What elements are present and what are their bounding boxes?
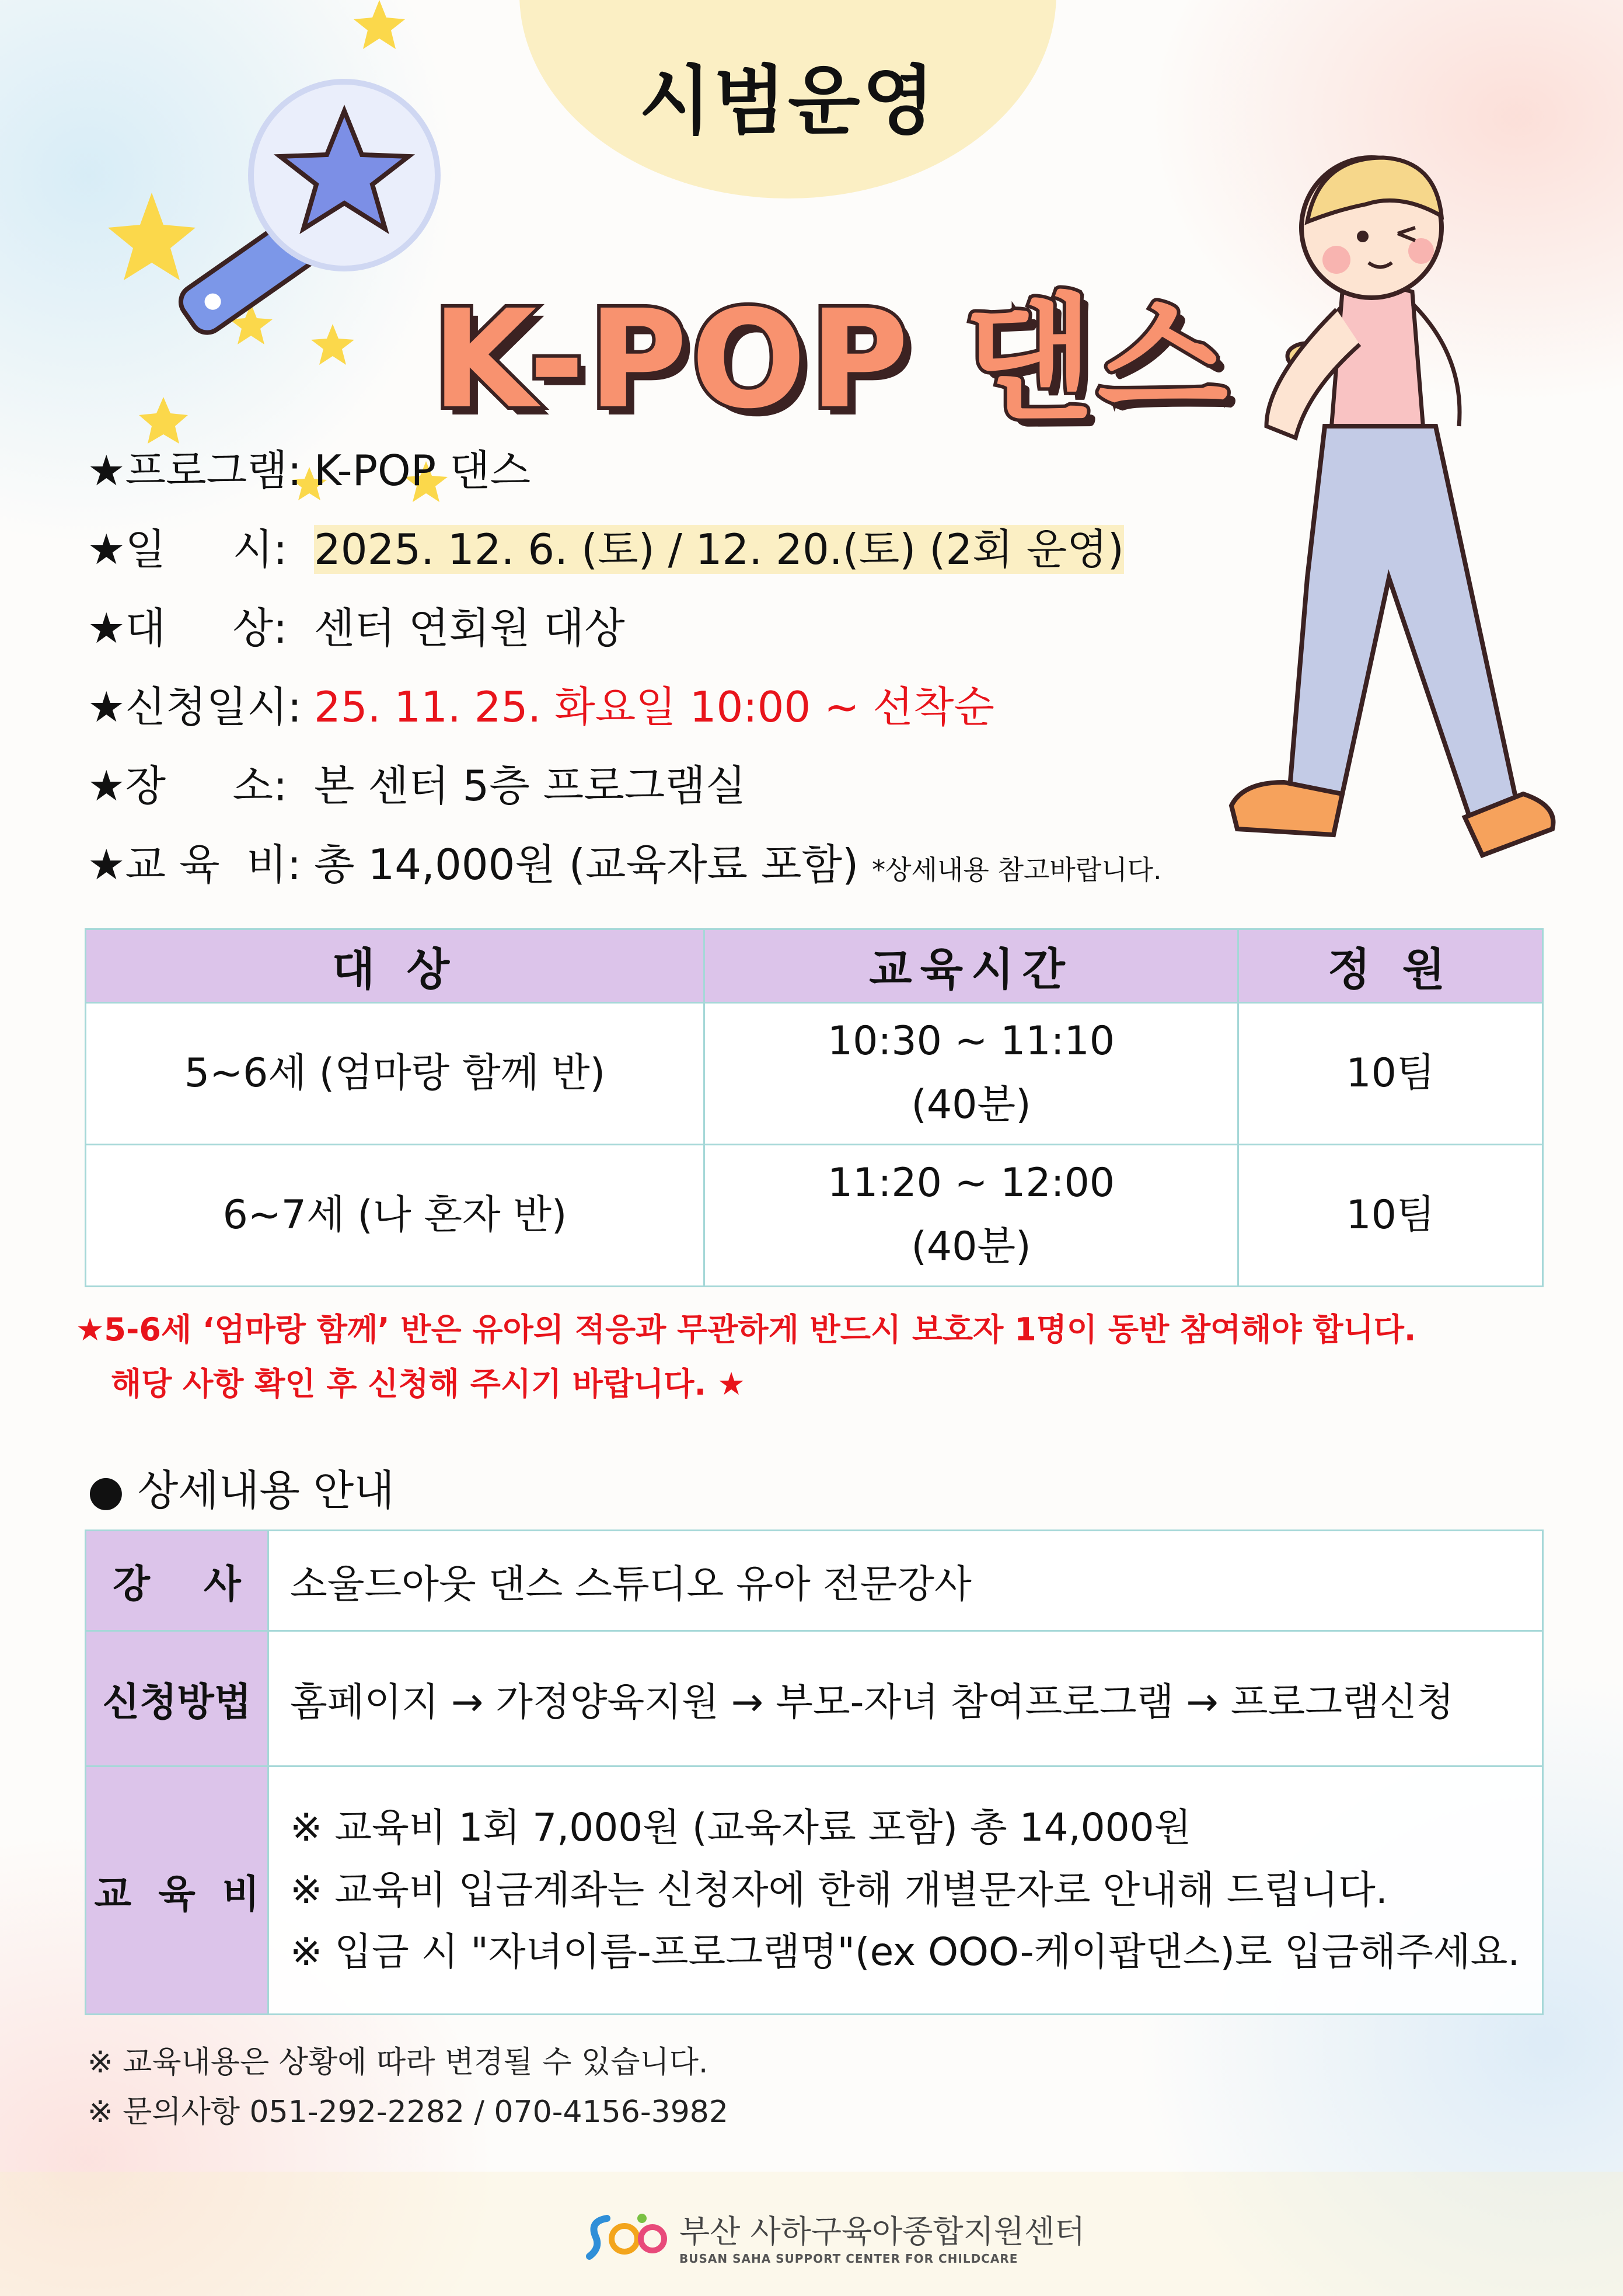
dancing-girl-illustration	[1191, 134, 1570, 917]
fee-line: ※ 교육비 입금계좌는 신청자에 한해 개별문자로 안내해 드립니다.	[290, 1867, 1388, 1912]
table-row	[86, 1003, 1543, 1145]
info-label: ★신청일시:	[88, 682, 302, 731]
info-label: ★프로그램:	[88, 446, 302, 495]
column-header: 교육시간	[704, 929, 1238, 1003]
row-value: 홈페이지 → 가정양육지원 → 부모-자녀 참여프로그램 → 프로그램신청	[268, 1631, 1543, 1767]
info-value: 2025. 12. 6. (토) / 12. 20.(토) (2회 운영)	[314, 525, 1124, 574]
header-badge-text: 시범운영	[638, 58, 937, 145]
info-label: ★장 소:	[88, 761, 288, 810]
table-row	[86, 1145, 1543, 1287]
info-application	[88, 682, 994, 731]
row-label: 강 사	[86, 1531, 268, 1631]
row-label: 교 육 비	[86, 1767, 268, 2015]
details-section-title: ● 상세내용 안내	[88, 1466, 395, 1515]
time-cell	[704, 1145, 1238, 1287]
info-fee	[88, 840, 1162, 889]
table-row	[86, 1631, 1543, 1767]
target-cell: 6~7세 (나 혼자 반)	[86, 1145, 704, 1287]
info-value: 총 14,000원 (교육자료 포함)	[314, 840, 859, 889]
time-range: 11:20 ~ 12:00	[827, 1160, 1115, 1207]
org-name: 부산 사하구육아종합지원센터	[679, 2213, 1086, 2250]
info-value: 25. 11. 25. 화요일 10:00 ~ 선착순	[314, 682, 994, 731]
capacity-cell: 10팀	[1238, 1145, 1543, 1287]
column-header: 정 원	[1238, 929, 1543, 1003]
info-place	[88, 761, 746, 810]
info-value: 본 센터 5층 프로그램실	[314, 761, 746, 810]
info-label: ★교 육 비:	[88, 840, 302, 889]
column-header: 대 상	[86, 929, 704, 1003]
row-value: 소울드아웃 댄스 스튜디오 유아 전문강사	[268, 1531, 1543, 1631]
org-logo	[584, 2207, 1085, 2266]
fee-line: ※ 교육비 1회 7,000원 (교육자료 포함) 총 14,000원	[290, 1804, 1192, 1850]
table-row	[86, 1767, 1543, 2015]
schedule-table	[85, 928, 1544, 1287]
duration: (40분)	[911, 1224, 1031, 1270]
target-cell: 5~6세 (엄마랑 함께 반)	[86, 1003, 704, 1145]
duration: (40분)	[911, 1082, 1031, 1128]
info-program	[88, 446, 531, 495]
org-logo-icon	[584, 2207, 671, 2265]
row-value	[268, 1767, 1543, 2015]
warning-line-1: ★5-6세 ‘엄마랑 함께’ 반은 유아의 적응과 무관하게 반드시 보호자 1명이 동반 참여해야 합니다.	[76, 1311, 1416, 1348]
info-label: ★일 시:	[88, 525, 288, 574]
info-target	[88, 604, 625, 653]
details-table	[85, 1529, 1544, 2015]
info-value: 센터 연회원 대상	[314, 604, 625, 653]
info-schedule	[88, 525, 1124, 574]
capacity-cell: 10팀	[1238, 1003, 1543, 1145]
info-note: *상세내용 참고바랍니다.	[872, 854, 1162, 886]
time-range: 10:30 ~ 11:10	[827, 1018, 1115, 1065]
footer-note: ※ 문의사항 051-292-2282 / 070-4156-3982	[88, 2095, 728, 2130]
table-header-row	[86, 929, 1543, 1003]
info-value: K-POP 댄스	[314, 446, 531, 495]
main-title: K-POP 댄스	[432, 281, 1232, 438]
warning-line-2: 해당 사항 확인 후 신청해 주시기 바랍니다. ★	[111, 1365, 746, 1402]
time-cell	[704, 1003, 1238, 1145]
footer-note: ※ 교육내용은 상황에 따라 변경될 수 있습니다.	[88, 2045, 708, 2080]
org-english-name: BUSAN SAHA SUPPORT CENTER FOR CHILDCARE	[679, 2252, 1018, 2266]
fee-line: ※ 입금 시 "자녀이름-프로그램명"(ex OOO-케이팝댄스)로 입금해주세요.	[290, 1929, 1520, 1975]
row-label: 신청방법	[86, 1631, 268, 1767]
table-row	[86, 1531, 1543, 1631]
info-label: ★대 상:	[88, 604, 288, 653]
